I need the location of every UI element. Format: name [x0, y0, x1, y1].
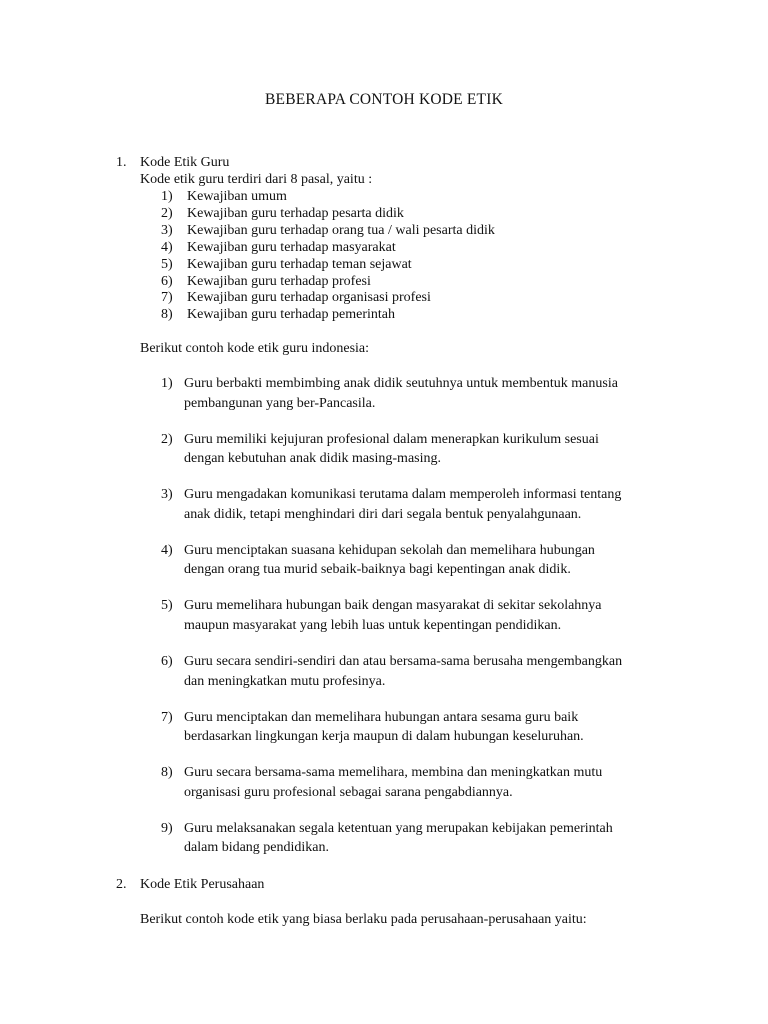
example-number: 9)	[161, 821, 173, 836]
section-intro: Kode etik guru terdiri dari 8 pasal, yaitu :	[140, 172, 373, 187]
section-heading: Kode Etik Perusahaan	[140, 877, 265, 892]
example-line: Guru memelihara hubungan baik dengan masyarakat di sekitar sekolahnya	[184, 598, 602, 613]
section-number: 2.	[116, 877, 127, 892]
pasal-text: Kewajiban guru terhadap pesarta didik	[187, 206, 404, 221]
example-number: 6)	[161, 654, 173, 669]
section-intro: Berikut contoh kode etik yang biasa berlaku pada perusahaan-perusahaan yaitu:	[140, 912, 587, 927]
example-line: dalam bidang pendidikan.	[184, 840, 330, 855]
example-line: Guru melaksanakan segala ketentuan yang merupakan kebijakan pemerintah	[184, 821, 613, 836]
example-line: pembangunan yang ber-Pancasila.	[184, 396, 376, 411]
example-number: 4)	[161, 543, 173, 558]
example-line: maupun masyarakat yang lebih luas untuk kepentingan pendidikan.	[184, 618, 562, 633]
example-number: 8)	[161, 765, 173, 780]
example-line: Guru berbakti membimbing anak didik seutuhnya untuk membentuk manusia	[184, 376, 618, 391]
example-line: berdasarkan lingkungan kerja maupun di dalam hubungan keseluruhan.	[184, 729, 584, 744]
example-number: 1)	[161, 376, 173, 391]
pasal-number: 4)	[161, 240, 173, 255]
pasal-number: 3)	[161, 223, 173, 238]
example-line: organisasi guru profesional sebagai sarana pengabdiannya.	[184, 785, 513, 800]
pasal-text: Kewajiban guru terhadap profesi	[187, 274, 371, 289]
example-number: 2)	[161, 432, 173, 447]
pasal-text: Kewajiban guru terhadap organisasi profesi	[187, 290, 431, 305]
example-number: 7)	[161, 710, 173, 725]
example-number: 3)	[161, 487, 173, 502]
example-line: Guru menciptakan dan memelihara hubungan antara sesama guru baik	[184, 710, 579, 725]
pasal-number: 8)	[161, 307, 173, 322]
example-line: Guru menciptakan suasana kehidupan sekolah dan memelihara hubungan	[184, 543, 595, 558]
example-line: Guru mengadakan komunikasi terutama dalam memperoleh informasi tentang	[184, 487, 622, 502]
example-line: Guru memiliki kejujuran profesional dalam menerapkan kurikulum sesuai	[184, 432, 599, 447]
section-number: 1.	[116, 155, 127, 170]
section-heading: Kode Etik Guru	[140, 155, 230, 170]
example-line: Guru secara sendiri-sendiri dan atau bersama-sama berusaha mengembangkan	[184, 654, 623, 669]
pasal-text: Kewajiban guru terhadap orang tua / wali pesarta didik	[187, 223, 495, 238]
pasal-text: Kewajiban umum	[187, 189, 287, 204]
pasal-number: 5)	[161, 257, 173, 272]
pasal-text: Kewajiban guru terhadap teman sejawat	[187, 257, 412, 272]
pasal-number: 2)	[161, 206, 173, 221]
pasal-number: 1)	[161, 189, 173, 204]
pasal-number: 6)	[161, 274, 173, 289]
pasal-text: Kewajiban guru terhadap pemerintah	[187, 307, 395, 322]
example-line: anak didik, tetapi menghindari diri dari segala bentuk penyalahgunaan.	[184, 507, 582, 522]
example-line: Guru secara bersama-sama memelihara, membina dan meningkatkan mutu	[184, 765, 603, 780]
document-title: BEBERAPA CONTOH KODE ETIK	[265, 91, 503, 108]
example-number: 5)	[161, 598, 173, 613]
example-line: dengan orang tua murid sebaik-baiknya bagi kepentingan anak didik.	[184, 562, 571, 577]
example-line: dengan kebutuhan anak didik masing-masing.	[184, 451, 441, 466]
pasal-text: Kewajiban guru terhadap masyarakat	[187, 240, 396, 255]
pasal-number: 7)	[161, 290, 173, 305]
examples-intro: Berikut contoh kode etik guru indonesia:	[140, 341, 370, 356]
example-line: dan meningkatkan mutu profesinya.	[184, 674, 386, 689]
